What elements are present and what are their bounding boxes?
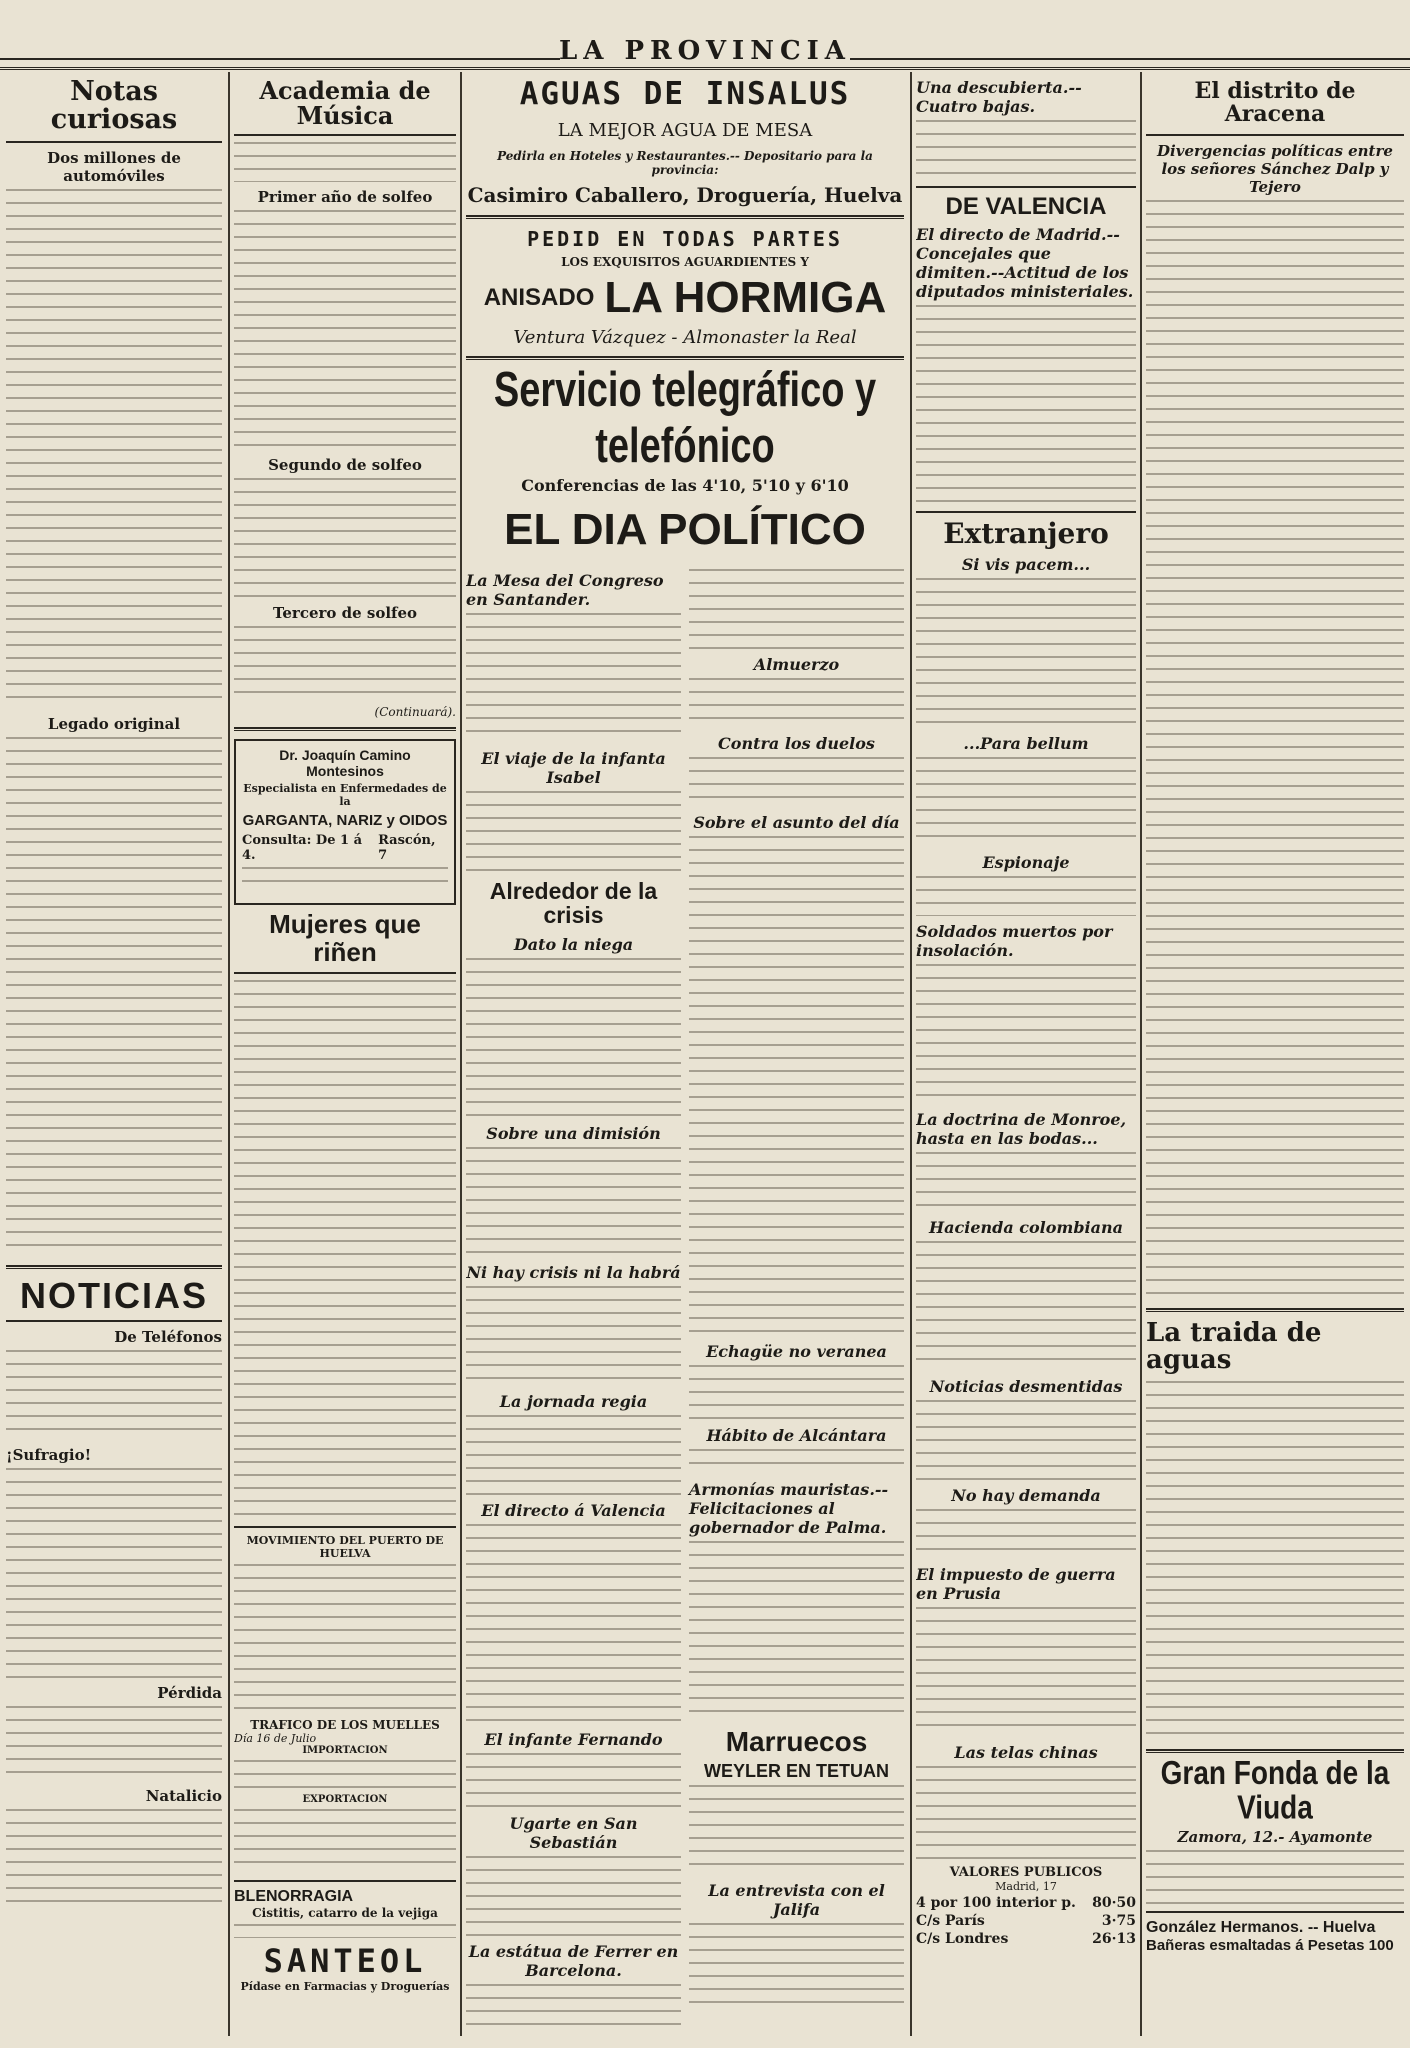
valencia-title: DE VALENCIA	[945, 193, 1107, 220]
column-3: AGUAS DE INSALUS LA MEJOR AGUA DE MESA Pedirla en Hoteles y Restaurantes.-- Depositario para la provincia: Casimiro Caballero, Droguería, Huelva PEDID EN TODAS PARTES LOS EXQUISITOS AGUARDIENTES Y ANISADO LA HORMIGA Ventura Vázquez - Almonaster la Real Servicio telegráfico y telefónico Conferencias de las 4'10, 5'10 y 6'10 EL DIA POLÍTICO La Mesa del Congreso en Santander. El viaje de la infanta Isabel Alrededor de la crisis Dato la niega Sobre una dimisión Ni hay crisis ni la habrá La jornada regia El directo á Valencia El infante Fernando Ugarte en San Sebastián La estátua de Ferrer en Barcelona. Almuerzo Contra los duelos Sobre el asunto del día Echagüe no veranea Hábito de Alcántara Armonías mauristas.--Felicitaciones al gobernador de Palma. Marruecos WEYLER EN TETUAN La entrevista con el Jalifa	[466, 72, 904, 2036]
puerto-title: MOVIMIENTO DEL PUERTO DE HUELVA	[246, 1533, 444, 1560]
santeol-title: SANTEOL	[263, 1941, 427, 1980]
col2-s3: Tercero de solfeo	[272, 604, 418, 623]
column-5: El distrito de Aracena Divergencias políticas entre los señores Sánchez Dalp y Tejero La traida de aguas Gran Fonda de la Viuda Zamora, 12.- Ayamonte González Hermanos. -- Huelva Bañeras esmaltadas á Pesetas 100	[1146, 72, 1404, 2036]
mujeres-title: Mujeres que riñen	[269, 909, 421, 967]
col2-sign: (Continuará).	[374, 705, 456, 720]
aracena-title: El distrito de Aracena	[1194, 78, 1356, 128]
col1-sec3: De Teléfonos	[114, 1328, 222, 1347]
dia-politico: EL DIA POLÍTICO	[504, 505, 866, 554]
crisis-title: Alrededor de la crisis	[489, 878, 658, 929]
col1-title: Notas curiosas	[50, 76, 178, 136]
col2-s2: Segundo de solfeo	[268, 456, 422, 475]
aguas-title: AGUAS DE INSALUS	[519, 76, 851, 112]
marruecos-title: Marruecos	[725, 1726, 868, 1757]
col2-s1: Primer año de solfeo	[257, 188, 433, 207]
noticias-title: NOTICIAS	[19, 1274, 208, 1316]
column-4: Una descubierta.--Cuatro bajas. DE VALENCIA El directo de Madrid.--Concejales que dimiten.--Actitud de los diputados ministeriales. Extranjero Si vis pacem... ...Para bellum Espionaje Soldados muertos por insolación. La doctrina de Monroe, hasta en las bodas... Hacienda colombiana Noticias desmentidas No hay demanda El impuesto de guerra en Prusia Las telas chinas VALORES PUBLICOS Madrid, 17 4 por 100 interior p. 80·50 C/s París 3·75 C/s Londres 26·13	[916, 78, 1136, 1947]
blen-title: BLENORRAGIA	[234, 1887, 354, 1905]
col1-sec5: Pérdida	[157, 1684, 222, 1703]
valor-row: 4 por 100 interior p. 80·50	[916, 1894, 1136, 1911]
traida-title: La traida de aguas	[1146, 1318, 1322, 1376]
col1-sec4: ¡Sufragio!	[6, 1446, 92, 1465]
valor-row: C/s Londres 26·13	[916, 1930, 1136, 1947]
column-2: Academia de Música Primer año de solfeo Segundo de solfeo Tercero de solfeo (Continuará). Dr. Joaquín Camino Montesinos Especialista en Enfermedades de la GARGANTA, NARIZ y OIDOS Consulta: De 1 á 4. Rascón, 7 Mujeres que riñen MOVIMIENTO DEL PUERTO DE HUELVA TRAFICO DE LOS MUELLES Día 16 de Julio IMPORTACION EXPORTACION BLENORRAGIA Cistitis, catarro de la vejiga SANTEOL Pídase en Farmacias y Droguerías	[234, 76, 456, 1993]
valores-title: VALORES PUBLICOS	[949, 1864, 1103, 1880]
pedid-title: PEDID EN TODAS PARTES	[527, 227, 843, 251]
col2-title: Academia de Música	[259, 76, 431, 131]
column-1	[6, 72, 222, 2036]
extranjero-title: Extranjero	[943, 517, 1109, 551]
col1-sec6: Natalicio	[145, 1787, 222, 1806]
doctor-ad: Dr. Joaquín Camino Montesinos Especialista en Enfermedades de la GARGANTA, NARIZ y OIDOS Consulta: De 1 á 4. Rascón, 7	[234, 739, 456, 905]
servicio-title: Servicio telegráfico y telefónico	[493, 363, 877, 474]
col1-sec1: Dos millones de automóviles	[47, 148, 181, 185]
masthead	[0, 0, 1410, 70]
col1-sec2: Legado original	[47, 714, 181, 733]
gonzalez-title: González Hermanos. -- Huelva	[1146, 1918, 1376, 1936]
newspaper-name: LA PROVINCIA	[559, 36, 851, 66]
hormiga-title: LA HORMIGA	[604, 273, 887, 322]
trafico-title: TRAFICO DE LOS MUELLES	[250, 1717, 440, 1732]
valor-row: C/s París 3·75	[916, 1912, 1136, 1929]
fonda-title: Gran Fonda de la Viuda	[1160, 1753, 1390, 1827]
